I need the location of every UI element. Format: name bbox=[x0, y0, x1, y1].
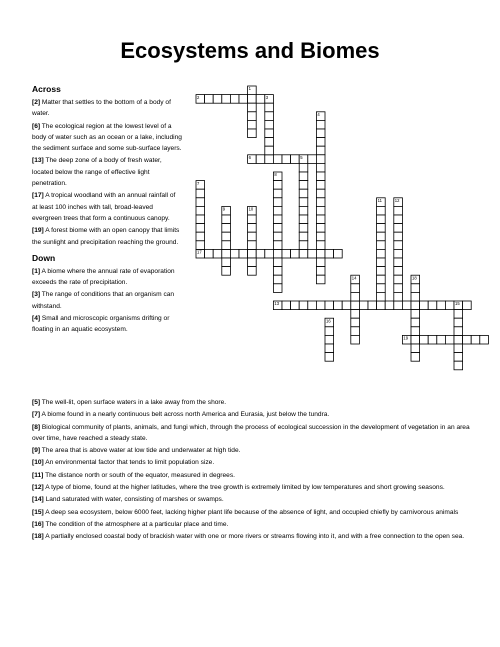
grid-cell[interactable] bbox=[411, 292, 420, 301]
grid-cell[interactable] bbox=[394, 267, 403, 276]
grid-cell[interactable] bbox=[454, 335, 463, 344]
grid-cell[interactable] bbox=[222, 224, 231, 233]
grid-cell[interactable] bbox=[454, 361, 463, 370]
grid-cell[interactable] bbox=[377, 224, 386, 233]
grid-cell[interactable] bbox=[316, 146, 325, 155]
grid-cell[interactable] bbox=[454, 310, 463, 319]
grid-cell[interactable] bbox=[445, 335, 454, 344]
grid-cell[interactable] bbox=[282, 301, 291, 310]
grid-cell[interactable] bbox=[325, 353, 334, 362]
cell-number: 9 bbox=[222, 206, 226, 212]
grid-cell[interactable] bbox=[299, 163, 308, 172]
grid-cell[interactable] bbox=[411, 310, 420, 319]
grid-cell[interactable] bbox=[377, 284, 386, 293]
grid-cell[interactable] bbox=[351, 292, 360, 301]
grid-cell[interactable] bbox=[454, 318, 463, 327]
grid-cell[interactable] bbox=[385, 301, 394, 310]
grid-cell[interactable] bbox=[273, 215, 282, 224]
grid-cell[interactable] bbox=[316, 215, 325, 224]
grid-cell[interactable] bbox=[454, 344, 463, 353]
grid-cell[interactable] bbox=[445, 301, 454, 310]
grid-cell[interactable] bbox=[402, 301, 411, 310]
clue-number: [10] bbox=[32, 459, 44, 467]
grid-cell[interactable] bbox=[273, 249, 282, 258]
grid-cell[interactable] bbox=[454, 353, 463, 362]
grid-cell[interactable] bbox=[394, 292, 403, 301]
grid-cell[interactable] bbox=[368, 301, 377, 310]
grid-cell[interactable] bbox=[273, 198, 282, 207]
grid-cell[interactable] bbox=[394, 224, 403, 233]
grid-cell[interactable] bbox=[316, 224, 325, 233]
grid-cell[interactable] bbox=[316, 189, 325, 198]
grid-cell[interactable] bbox=[334, 249, 343, 258]
grid-cell[interactable] bbox=[248, 120, 257, 129]
grid-cell[interactable] bbox=[463, 335, 472, 344]
clue-text: A tropical woodland with an annual rainfall of at least 100 inches with tall, broad-leaved evergreen trees that form a continuous canopy. bbox=[32, 192, 176, 222]
clue-text: An environmental factor that tends to limit population size. bbox=[43, 459, 215, 467]
clue-text: Biological community of plants, animals, and fungi which, through the process of ecological succession in the development of vegetation in an area over time, have reached a steady state. bbox=[32, 423, 470, 442]
grid-cell[interactable] bbox=[265, 138, 274, 147]
clue-number: [3] bbox=[32, 291, 41, 299]
grid-cell[interactable] bbox=[273, 155, 282, 164]
grid-cell[interactable] bbox=[480, 335, 489, 344]
cell-number: 11 bbox=[377, 198, 382, 203]
cell-number: 15 bbox=[455, 301, 460, 307]
grid-cell[interactable] bbox=[394, 232, 403, 241]
grid-cell[interactable] bbox=[265, 146, 274, 155]
grid-cell[interactable] bbox=[377, 258, 386, 267]
grid-cell[interactable] bbox=[316, 232, 325, 241]
clue-text: The condition of the atmosphere at a particular place and time. bbox=[43, 520, 229, 528]
grid-cell[interactable] bbox=[316, 267, 325, 276]
grid-cell[interactable] bbox=[196, 215, 205, 224]
down-heading: Down bbox=[32, 252, 56, 263]
clue-number: [15] bbox=[32, 508, 44, 516]
grid-cell[interactable] bbox=[377, 241, 386, 250]
grid-cell[interactable] bbox=[265, 103, 274, 112]
grid-cell[interactable] bbox=[222, 95, 231, 104]
grid-cell[interactable] bbox=[437, 301, 446, 310]
grid-cell[interactable] bbox=[377, 249, 386, 258]
grid-cell[interactable] bbox=[394, 258, 403, 267]
grid-cell[interactable] bbox=[394, 241, 403, 250]
clue-number: [11] bbox=[32, 471, 44, 479]
grid-cell[interactable] bbox=[377, 301, 386, 310]
cell-number: 10 bbox=[248, 206, 254, 212]
grid-cell[interactable] bbox=[265, 249, 274, 258]
grid-cell[interactable] bbox=[248, 129, 257, 138]
grid-cell[interactable] bbox=[316, 155, 325, 164]
cell-number: 17 bbox=[197, 249, 202, 255]
grid-cell[interactable] bbox=[325, 344, 334, 353]
grid-cell[interactable] bbox=[428, 335, 437, 344]
cell-number: 8 bbox=[274, 172, 277, 178]
grid-cell[interactable] bbox=[316, 163, 325, 172]
clue-number: [13] bbox=[32, 157, 44, 165]
grid-cell[interactable] bbox=[471, 335, 480, 344]
grid-cell[interactable] bbox=[325, 301, 334, 310]
grid-cell[interactable] bbox=[273, 267, 282, 276]
clue-number: [14] bbox=[32, 496, 44, 504]
clue-text: Matter that settles to the bottom of a body of water. bbox=[32, 99, 171, 118]
across-heading: Across bbox=[32, 84, 61, 94]
grid-cell[interactable] bbox=[248, 258, 257, 267]
grid-cell[interactable] bbox=[222, 249, 231, 258]
grid-cell[interactable] bbox=[359, 301, 368, 310]
grid-cell[interactable] bbox=[256, 155, 265, 164]
grid-cell[interactable] bbox=[351, 284, 360, 293]
grid-cell[interactable] bbox=[230, 95, 239, 104]
grid-cell[interactable] bbox=[196, 224, 205, 233]
clue-number: [2] bbox=[32, 99, 41, 106]
grid-cell[interactable] bbox=[308, 301, 317, 310]
grid-cell[interactable] bbox=[299, 189, 308, 198]
grid-cell[interactable] bbox=[316, 172, 325, 181]
cell-number: 4 bbox=[317, 112, 320, 117]
grid-cell[interactable] bbox=[299, 206, 308, 215]
grid-cell[interactable] bbox=[273, 258, 282, 267]
cell-number: 13 bbox=[274, 301, 280, 307]
grid-cell[interactable] bbox=[248, 103, 257, 112]
grid-cell[interactable] bbox=[411, 318, 420, 327]
grid-cell[interactable] bbox=[299, 241, 308, 250]
clue-text: A biome where the annual rate of evaporation exceeds the rate of precipitation. bbox=[32, 267, 175, 287]
clue-number: [12] bbox=[32, 484, 44, 492]
clue-number: [9] bbox=[32, 447, 41, 455]
grid-cell[interactable] bbox=[394, 206, 403, 215]
grid-cell[interactable] bbox=[196, 198, 205, 207]
clue-text: Small and microscopic organisms drifting or floating in an aquatic ecosystem. bbox=[32, 315, 170, 334]
grid-cell[interactable] bbox=[222, 258, 231, 267]
clue-number: [6] bbox=[32, 122, 41, 130]
grid-cell[interactable] bbox=[248, 95, 257, 104]
clue-text: The area that is above water at low tide and underwater at high tide. bbox=[40, 447, 241, 455]
cell-number: 5 bbox=[300, 155, 303, 160]
grid-cell[interactable] bbox=[196, 241, 205, 250]
cell-number: 12 bbox=[394, 198, 400, 203]
grid-cell[interactable] bbox=[205, 249, 214, 258]
grid-cell[interactable] bbox=[282, 249, 291, 258]
grid-cell[interactable] bbox=[273, 275, 282, 284]
grid-cell[interactable] bbox=[291, 249, 300, 258]
clue-text: A forest biome with an open canopy that limits the sunlight and precipitation reaching the ground. bbox=[32, 227, 180, 246]
grid-cell[interactable] bbox=[411, 301, 420, 310]
grid-cell[interactable] bbox=[394, 284, 403, 293]
grid-cell[interactable] bbox=[265, 129, 274, 138]
grid-cell[interactable] bbox=[316, 138, 325, 147]
grid-cell[interactable] bbox=[222, 267, 231, 276]
grid-cell[interactable] bbox=[325, 327, 334, 336]
grid-cell[interactable] bbox=[265, 155, 274, 164]
grid-cell[interactable] bbox=[351, 335, 360, 344]
clue-text: The deep zone of a body of fresh water, located below the range of effective light penetration. bbox=[32, 157, 162, 188]
cell-number: 3 bbox=[265, 94, 269, 100]
grid-cell[interactable] bbox=[213, 249, 222, 258]
grid-cell[interactable] bbox=[411, 353, 420, 362]
clue-text: The distance north or south of the equator, measured in degrees. bbox=[43, 471, 235, 479]
grid-cell[interactable] bbox=[248, 215, 257, 224]
grid-cell[interactable] bbox=[316, 258, 325, 267]
grid-cell[interactable] bbox=[273, 181, 282, 190]
grid-cell[interactable] bbox=[377, 215, 386, 224]
grid-cell[interactable] bbox=[454, 327, 463, 336]
grid-cell[interactable] bbox=[213, 95, 222, 104]
grid-cell[interactable] bbox=[411, 344, 420, 353]
grid-cell[interactable] bbox=[420, 301, 429, 310]
cell-number: 1 bbox=[248, 86, 251, 92]
grid-cell[interactable] bbox=[299, 172, 308, 181]
grid-cell[interactable] bbox=[377, 275, 386, 284]
grid-cell[interactable] bbox=[248, 112, 257, 121]
cell-number: 18 bbox=[412, 275, 417, 281]
grid-cell[interactable] bbox=[316, 301, 325, 310]
grid-cell[interactable] bbox=[308, 249, 317, 258]
grid-cell[interactable] bbox=[273, 189, 282, 198]
grid-cell[interactable] bbox=[265, 112, 274, 121]
grid-cell[interactable] bbox=[273, 232, 282, 241]
clue-text: A type of biome, found at the higher latitudes, where the tree growth is extremely limited by low temperatures and short growing seasons. bbox=[43, 484, 445, 492]
grid-cell[interactable] bbox=[299, 181, 308, 190]
clue-number: [16] bbox=[32, 520, 44, 528]
cell-number: 7 bbox=[197, 180, 200, 186]
grid-cell[interactable] bbox=[394, 215, 403, 224]
grid-cell[interactable] bbox=[394, 249, 403, 258]
grid-cell[interactable] bbox=[316, 129, 325, 138]
grid-cell[interactable] bbox=[463, 301, 472, 310]
grid-cell[interactable] bbox=[342, 301, 351, 310]
grid-cell[interactable] bbox=[248, 249, 257, 258]
grid-cell[interactable] bbox=[256, 249, 265, 258]
grid-cell[interactable] bbox=[196, 232, 205, 241]
grid-cell[interactable] bbox=[299, 232, 308, 241]
grid-cell[interactable] bbox=[316, 120, 325, 129]
clue-text: The range of conditions that an organism can withstand. bbox=[32, 291, 175, 310]
grid-cell[interactable] bbox=[273, 224, 282, 233]
grid-cell[interactable] bbox=[239, 95, 248, 104]
grid-cell[interactable] bbox=[222, 232, 231, 241]
grid-cell[interactable] bbox=[248, 224, 257, 233]
grid-cell[interactable] bbox=[334, 301, 343, 310]
grid-cell[interactable] bbox=[222, 215, 231, 224]
grid-cell[interactable] bbox=[299, 215, 308, 224]
page-title: Ecosystems and Biomes bbox=[120, 38, 380, 63]
grid-cell[interactable] bbox=[299, 249, 308, 258]
grid-cell[interactable] bbox=[411, 335, 420, 344]
grid-cell[interactable] bbox=[316, 206, 325, 215]
grid-cell[interactable] bbox=[316, 181, 325, 190]
grid-cell[interactable] bbox=[411, 327, 420, 336]
grid-cell[interactable] bbox=[420, 335, 429, 344]
grid-cell[interactable] bbox=[248, 267, 257, 276]
grid-cell[interactable] bbox=[394, 301, 403, 310]
grid-cell[interactable] bbox=[282, 155, 291, 164]
clue-text: Land saturated with water, consisting of marshes or swamps. bbox=[43, 496, 224, 504]
grid-cell[interactable] bbox=[196, 189, 205, 198]
clue-text: A biome found in a nearly continuous belt across north America and Eurasia, just below the tundra. bbox=[40, 411, 330, 419]
grid-cell[interactable] bbox=[273, 241, 282, 250]
grid-cell[interactable] bbox=[394, 275, 403, 284]
grid-cell[interactable] bbox=[351, 327, 360, 336]
clue-number: [8] bbox=[32, 423, 41, 431]
grid-cell[interactable] bbox=[377, 292, 386, 301]
grid-cell[interactable] bbox=[351, 301, 360, 310]
grid-cell[interactable] bbox=[248, 241, 257, 250]
clue-number: [7] bbox=[32, 411, 41, 419]
clue-number: [19] bbox=[32, 227, 44, 235]
grid-cell[interactable] bbox=[248, 232, 257, 241]
grid-cell[interactable] bbox=[377, 206, 386, 215]
grid-cell[interactable] bbox=[299, 224, 308, 233]
grid-cell[interactable] bbox=[291, 155, 300, 164]
cell-number: 16 bbox=[326, 318, 331, 324]
grid-cell[interactable] bbox=[205, 95, 214, 104]
clue-number: [17] bbox=[32, 192, 44, 200]
cell-number: 14 bbox=[351, 275, 357, 281]
grid-cell[interactable] bbox=[196, 206, 205, 215]
grid-cell[interactable] bbox=[411, 284, 420, 293]
grid-cell[interactable] bbox=[316, 241, 325, 250]
grid-cell[interactable] bbox=[316, 249, 325, 258]
clue-number: [1] bbox=[32, 267, 41, 275]
grid-cell[interactable] bbox=[428, 301, 437, 310]
grid-cell[interactable] bbox=[377, 267, 386, 276]
grid-cell[interactable] bbox=[308, 155, 317, 164]
grid-cell[interactable] bbox=[256, 95, 265, 104]
cell-number: 2 bbox=[197, 94, 200, 100]
clue-number: [5] bbox=[32, 399, 41, 406]
grid-cell[interactable] bbox=[377, 232, 386, 241]
clue-text: A partially enclosed coastal body of brackish water with one or more rivers or streams flowing into it, and with a free connection to the open sea. bbox=[43, 533, 465, 541]
grid-cell[interactable] bbox=[291, 301, 300, 310]
grid-cell[interactable] bbox=[273, 206, 282, 215]
clue-text: The ecological region at the lowest level of a body of water such as an ocean or a lake, including the sediment surface and some sub-surface layers. bbox=[32, 122, 182, 153]
grid-cell[interactable] bbox=[273, 284, 282, 293]
grid-cell[interactable] bbox=[316, 275, 325, 284]
grid-cell[interactable] bbox=[325, 249, 334, 258]
grid-cell[interactable] bbox=[299, 301, 308, 310]
cell-number: 6 bbox=[248, 155, 251, 160]
grid-cell[interactable] bbox=[299, 198, 308, 207]
grid-cell[interactable] bbox=[222, 241, 231, 250]
clue-text: The well-lit, open surface waters in a lake away from the shore. bbox=[40, 399, 227, 406]
grid-cell[interactable] bbox=[265, 120, 274, 129]
grid-cell[interactable] bbox=[230, 249, 239, 258]
clue-text: A deep sea ecosystem, below 6000 feet, lacking higher plant life because of the absence of light, and occupied chiefly by carnivorous animals bbox=[43, 508, 459, 516]
grid-cell[interactable] bbox=[239, 249, 248, 258]
grid-cell[interactable] bbox=[351, 318, 360, 327]
grid-cell[interactable] bbox=[437, 335, 446, 344]
clue-number: [4] bbox=[32, 315, 41, 323]
cell-number: 19 bbox=[403, 335, 409, 341]
clue-number: [18] bbox=[32, 533, 44, 541]
grid-cell[interactable] bbox=[351, 310, 360, 319]
grid-cell[interactable] bbox=[316, 198, 325, 207]
grid-cell[interactable] bbox=[325, 335, 334, 344]
